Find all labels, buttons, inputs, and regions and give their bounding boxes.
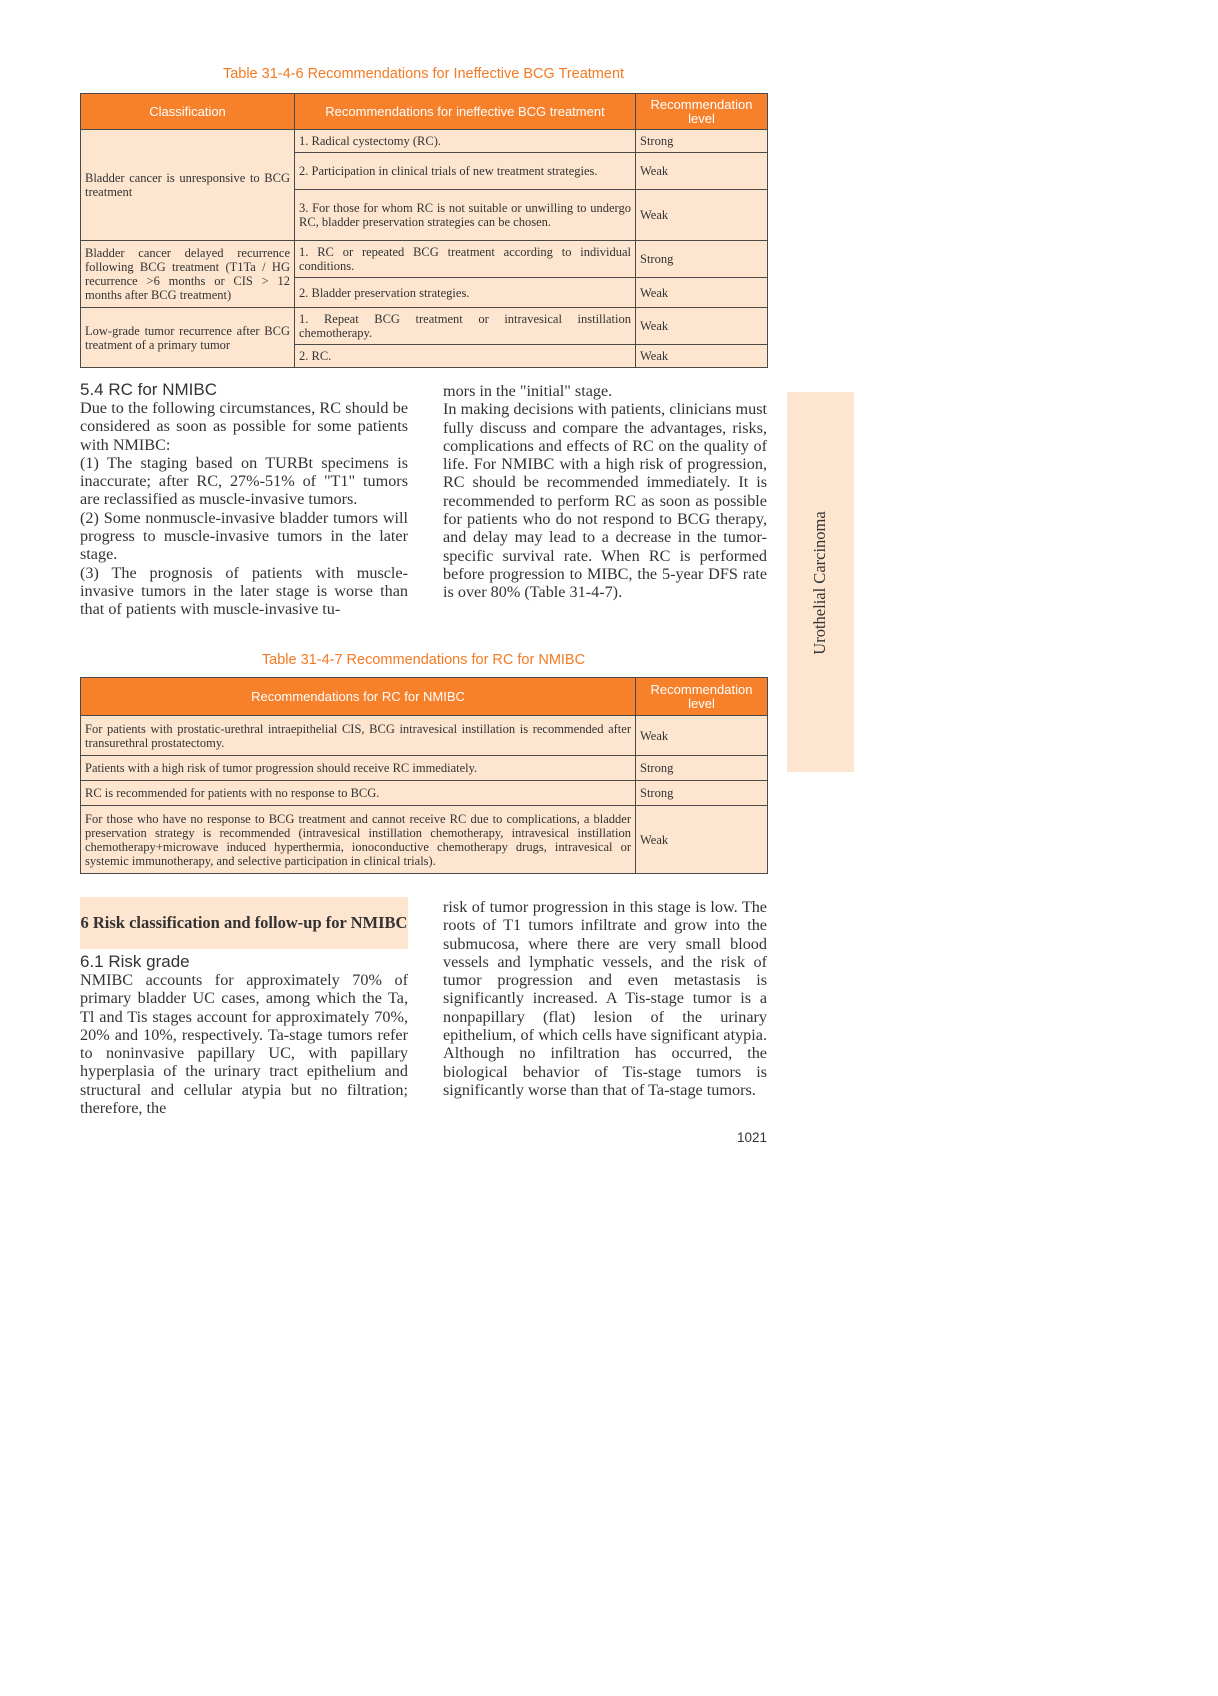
table1-recommendation: 1. Repeat BCG treatment or intravesical instillation chemotherapy. — [295, 308, 636, 345]
table1-classification: Bladder cancer delayed recurrence following BCG treatment (T1Ta / HG recurrence >6 months or CIS > 12 months after BCG treatment) — [81, 241, 295, 308]
table2-level: Strong — [636, 781, 768, 806]
table1-classification: Bladder cancer is unresponsive to BCG treatment — [81, 130, 295, 241]
side-label: Urothelial Carcinoma — [810, 511, 829, 655]
table2-caption: Table 31-4-7 Recommendations for RC for NMIBC — [261, 652, 586, 668]
table1-caption: Table 31-4-6 Recommendations for Ineffective BCG Treatment — [222, 66, 625, 82]
table1-header-level: Recommendation level — [636, 94, 768, 130]
paragraph: mors in the "initial" stage. — [443, 382, 613, 400]
table1-level: Weak — [636, 345, 768, 368]
section61-heading: 6.1 Risk grade — [80, 952, 190, 971]
table2-level: Strong — [636, 756, 768, 781]
table-rc-nmibc — [80, 677, 768, 874]
section54-left-column — [80, 381, 408, 619]
section54-left-body — [80, 399, 408, 619]
table2-recommendation: For those who have no response to BCG treatment and cannot receive RC due to complications, a bladder preservation strategy is recommended (intravesical instillation chemotherapy, intravesical instillation chemotherapy+microwave induced hyperthermia, ionoconductive chemotherapy drugs, intravesical or systemic immunotherapy, and selective participation in clinical trials). — [81, 806, 636, 874]
section54-heading: 5.4 RC for NMIBC — [80, 380, 217, 399]
table-ineffective-bcg — [80, 93, 768, 368]
table1-classification: Low-grade tumor recurrence after BCG treatment of a primary tumor — [81, 308, 295, 368]
table1-level: Weak — [636, 308, 768, 345]
table1-recommendation: 2. Participation in clinical trials of new treatment strategies. — [295, 153, 636, 190]
paragraph: Due to the following circumstances, RC should be considered as soon as possible for some patients with NMIBC: — [80, 399, 408, 454]
table2-level: Weak — [636, 716, 768, 756]
table2-recommendation: For patients with prostatic-urethral intraepithelial CIS, BCG intravesical instillation is recommended after transurethral prostatectomy. — [81, 716, 636, 756]
table1-level: Weak — [636, 153, 768, 190]
page-number: 1021 — [736, 1130, 767, 1145]
table2-recommendation: Patients with a high risk of tumor progression should receive RC immediately. — [81, 756, 636, 781]
table1-header-classification: Classification — [81, 94, 295, 130]
section6-heading: 6 Risk classification and follow-up for NMIBC — [80, 897, 408, 949]
paragraph: In making decisions with patients, clinicians must fully discuss and compare the advantages, risks, complications and effects of RC on the quality of life. For NMIBC with a high risk of progression, RC should be recommended immediately. It is recommended to perform RC as soon as possible for patients who do not respond to BCG therapy, and delay may lead to a decrease in the tumor-specific survival rate. When RC is performed before progression to MIBC, the 5-year DFS rate is over 80% (Table 31-4-7). — [443, 400, 767, 602]
section61-left-body: NMIBC accounts for approximately 70% of primary bladder UC cases, among which the Ta, Tl and Tis stages account for approximately 70%, 20% and 10%, respectively. Ta-stage tumors refer to noninvasive papillary UC, with papillary hyperplasia of the urinary tract epithelium and structural and cellular atypia but no filtration; therefore, the — [80, 971, 408, 1118]
table2-header-level: Recommendation level — [636, 678, 768, 716]
section61-left-column — [80, 953, 408, 1117]
table1-level: Weak — [636, 278, 768, 308]
table1-level: Weak — [636, 190, 768, 241]
table1-level: Strong — [636, 130, 768, 153]
table2-header-recommendation: Recommendations for RC for NMIBC — [81, 678, 636, 716]
table1-recommendation: 2. RC. — [295, 345, 636, 368]
paragraph: (2) Some nonmuscle-invasive bladder tumors will progress to muscle-invasive tumors in the later stage. — [80, 508, 408, 564]
table1-recommendation: 3. For those for whom RC is not suitable or unwilling to undergo RC, bladder preservation strategies can be chosen. — [295, 190, 636, 241]
table1-recommendation: 2. Bladder preservation strategies. — [295, 278, 636, 308]
paragraph: (3) The prognosis of patients with muscle-invasive tumors in the later stage is worse than that of patients with muscle-invasive tu- — [80, 563, 408, 619]
table1-header-recommendation: Recommendations for ineffective BCG treatment — [295, 94, 636, 130]
table2-recommendation: RC is recommended for patients with no response to BCG. — [81, 781, 636, 806]
table2-level: Weak — [636, 806, 768, 874]
table1-recommendation: 1. RC or repeated BCG treatment according to individual conditions. — [295, 241, 636, 278]
section61-right-column: risk of tumor progression in this stage is low. The roots of T1 tumors infiltrate and grow into the submucosa, where there are very small blood vessels and lymphatic vessels, and the risk of tumor progression and even metastasis is significantly increased. A Tis-stage tumor is a nonpapillary (flat) lesion of the urinary epithelium, of which cells have significant atypia. Although no infiltration has occurred, the biological behavior of Tis-stage tumors is significantly worse than that of Ta-stage tumors. — [443, 898, 767, 1099]
table1-level: Strong — [636, 241, 768, 278]
table1-recommendation: 1. Radical cystectomy (RC). — [295, 130, 636, 153]
paragraph: (1) The staging based on TURBt specimens is inaccurate; after RC, 27%-51% of "T1" tumors are reclassified as muscle-invasive tumors. — [80, 453, 408, 509]
section54-right-column — [443, 382, 767, 602]
